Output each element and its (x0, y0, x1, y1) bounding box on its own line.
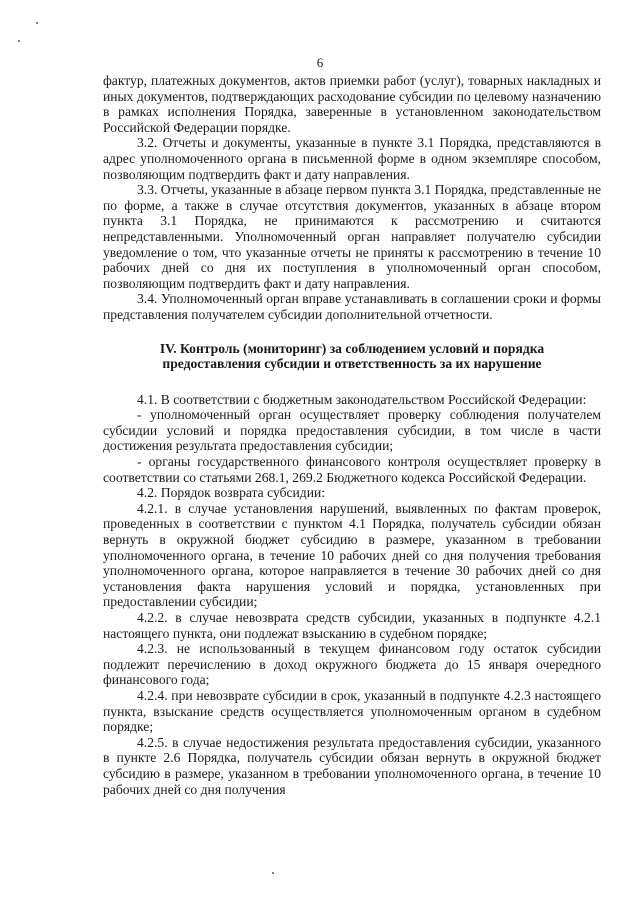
document-body (103, 73, 601, 797)
paragraph-p-4-1-b: - органы государственного финансового контроля осуществляет проверку в соответствии со статьями 268.1, 269.2 Бюджетного кодекса Российской Федерации. (103, 454, 601, 485)
paragraph-p-3-4: 3.4. Уполномоченный орган вправе устанавливать в соглашении сроки и формы представления получателем субсидии дополнительной отчетности. (103, 291, 601, 322)
paragraph-p-4-2-4: 4.2.4. при невозврате субсидии в срок, указанный в подпункте 4.2.3 настоящего пункта, взыскание средств осуществляется уполномоченным органом в судебном порядке; (103, 687, 601, 735)
paragraph-p-4-1-a: - уполномоченный орган осуществляет проверку соблюдения получателем субсидии условий и порядка предоставления субсидии, в том числе в части достижения результата предоставления субсидии; (103, 407, 601, 454)
paragraph-p-3-2: 3.2. Отчеты и документы, указанные в пункте 3.1 Порядка, представляются в адрес уполномоченного органа в письменной форме в одном экземпляре способом, позволяющим подтвердить факт и дату направления. (103, 135, 601, 182)
paragraph-p-4-2-1: 4.2.1. в случае установления нарушений, выявленных по фактам проверок, проведенных в соответствии с пунктом 4.1 Порядка, получатель субсидии обязан вернуть в окружной бюджет субсидию в размере, указанном в требовании уполномоченного органа, в течение 10 рабочих дней со дня получения требования уполномоченного органа, которое направляется в течение 30 рабочих дней со дня установления факта нарушения условий и порядка, установленных при предоставлении субсидии; (103, 500, 601, 610)
scan-speck (272, 872, 274, 874)
scan-speck (18, 40, 20, 42)
scan-speck (36, 22, 38, 24)
paragraph-p-4-2: 4.2. Порядок возврата субсидии: (137, 485, 326, 501)
paragraph-p-4-2-2: 4.2.2. в случае невозврата средств субсидии, указанных в подпункте 4.2.1 настоящего пункта, они подлежат взысканию в судебном порядке; (103, 610, 601, 641)
paragraph-p-4-1: 4.1. В соответствии с бюджетным законодательством Российской Федерации: (137, 391, 587, 407)
paragraph-p-4-2-3: 4.2.3. не использованный в текущем финансовом году остаток субсидии подлежит перечислению в доход окружного бюджета до 15 января очередного финансового года; (103, 641, 601, 688)
paragraph-p-4-2-5: 4.2.5. в случае недостижения результата предоставления субсидии, указанного в пункте 2.6 Порядка, получатель субсидии обязан вернуть в окружной бюджет субсидию в размере, указанном в требовании уполномоченного органа, в течение 10 рабочих дней со дня получения (103, 734, 601, 797)
heading-line-1: IV. Контроль (мониторинг) за соблюдением условий и порядка (159, 340, 545, 356)
page-number: 6 (316, 55, 324, 70)
heading-line-2: предоставления субсидии и ответственность за их нарушение (162, 356, 542, 372)
section-iv-body (103, 392, 601, 797)
section-iv-heading (103, 341, 601, 372)
section-iii-continuation (103, 73, 601, 323)
paragraph-p-3-3: 3.3. Отчеты, указанные в абзаце первом пункта 3.1 Порядка, представленные не по форме, а также в случае отсутствия документов, указанных в абзаце втором пункта 3.1 Порядка, не принимаются к рассмотрению и считаются непредставленными. Уполномоченный орган направляет получателю субсидии уведомление о том, что указанные отчеты не приняты к рассмотрению в течение 10 рабочих дней со дня их поступления в уполномоченный орган способом, позволяющим подтвердить факт и дату направления. (103, 182, 601, 291)
paragraph-p-cont: фактур, платежных документов, актов приемки работ (услуг), товарных накладных и иных документов, подтверждающих расходование субсидии по целевому назначению в рамках исполнения Порядка, заверенные в установленном законодательством Российской Федерации порядке. (103, 73, 601, 135)
